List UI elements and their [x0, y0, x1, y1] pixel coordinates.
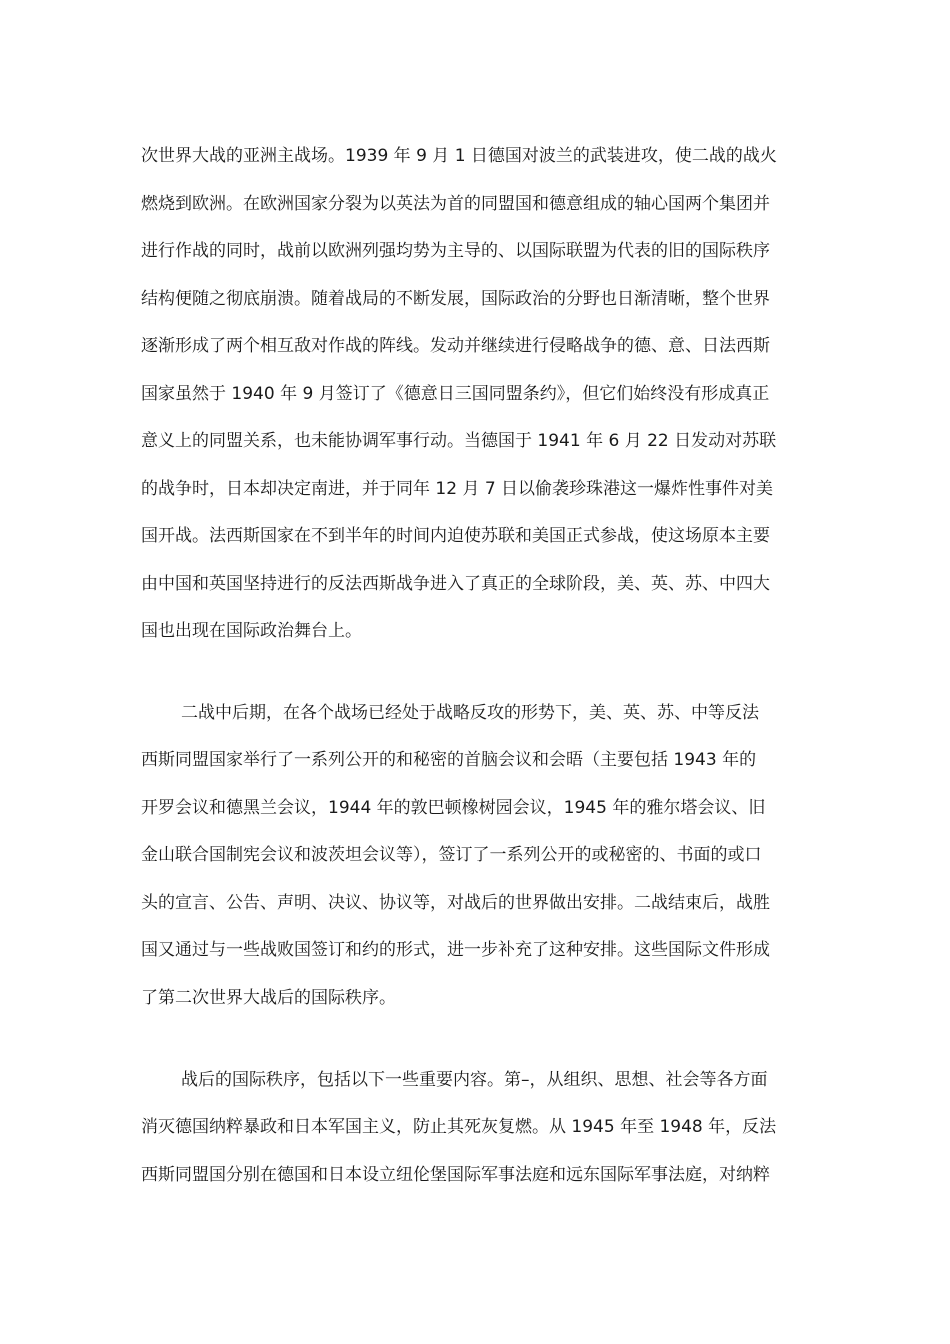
paragraph-1-line-2: 燃烧到欧洲。在欧洲国家分裂为以英法为首的同盟国和德意组成的轴心国两个集团并: [141, 194, 770, 214]
paragraph-3-line-2: 消灭德国纳粹暴政和日本军国主义，防止其死灰复燃。从 1945 年至 1948 年，反法: [141, 1117, 777, 1137]
paragraph-1-line-11: 国也出现在国际政治舞台上。: [141, 621, 362, 641]
paragraph-1-line-4: 结构便随之彻底崩溃。随着战局的不断发展，国际政治的分野也日渐清晰，整个世界: [141, 289, 770, 309]
paragraph-3-line-1: 战后的国际秩序，包括以下一些重要内容。第–，从组织、思想、社会等各方面: [181, 1070, 768, 1090]
paragraph-1-line-8: 的战争时，日本却决定南进，并于同年 12 月 7 日以偷袭珍珠港这一爆炸性事件对美: [141, 479, 774, 499]
paragraph-1-line-6: 国家虽然于 1940 年 9 月签订了《德意日三国同盟条约》，但它们始终没有形成真正: [141, 384, 770, 404]
paragraph-2-line-4: 金山联合国制宪会议和波茨坦会议等），签订了一系列公开的或秘密的、书面的或口: [141, 845, 762, 865]
paragraph-1-line-5: 逐渐形成了两个相互敌对作战的阵线。发动并继续进行侵略战争的德、意、日法西斯: [141, 336, 770, 356]
paragraph-2-line-7: 了第二次世界大战后的国际秩序。: [141, 988, 396, 1008]
paragraph-2-line-2: 西斯同盟国家举行了一系列公开的和秘密的首脑会议和会晤（主要包括 1943 年的: [141, 750, 757, 770]
paragraph-1-line-7: 意义上的同盟关系，也未能协调军事行动。当德国于 1941 年 6 月 22 日发动对苏联: [141, 431, 777, 451]
paragraph-2-line-5: 头的宣言、公告、声明、决议、协议等，对战后的世界做出安排。二战结束后，战胜: [141, 893, 770, 913]
paragraph-2-line-3: 开罗会议和德黑兰会议，1944 年的敦巴顿橡树园会议，1945 年的雅尔塔会议、旧: [141, 798, 766, 818]
paragraph-1-line-3: 进行作战的同时，战前以欧洲列强均势为主导的、以国际联盟为代表的旧的国际秩序: [141, 241, 770, 261]
paragraph-2-line-6: 国又通过与一些战败国签订和约的形式，进一步补充了这种安排。这些国际文件形成: [141, 940, 770, 960]
paragraph-1-line-10: 由中国和英国坚持进行的反法西斯战争进入了真正的全球阶段，美、英、苏、中四大: [141, 574, 770, 594]
paragraph-1-line-9: 国开战。法西斯国家在不到半年的时间内迫使苏联和美国正式参战，使这场原本主要: [141, 526, 770, 546]
paragraph-2-line-1: 二战中后期，在各个战场已经处于战略反攻的形势下，美、英、苏、中等反法: [181, 703, 759, 723]
paragraph-3-line-3: 西斯同盟国分别在德国和日本设立纽伦堡国际军事法庭和远东国际军事法庭，对纳粹: [141, 1165, 770, 1185]
paragraph-1-line-1: 次世界大战的亚洲主战场。1939 年 9 月 1 日德国对波兰的武装进攻，使二战的战火: [141, 146, 777, 166]
